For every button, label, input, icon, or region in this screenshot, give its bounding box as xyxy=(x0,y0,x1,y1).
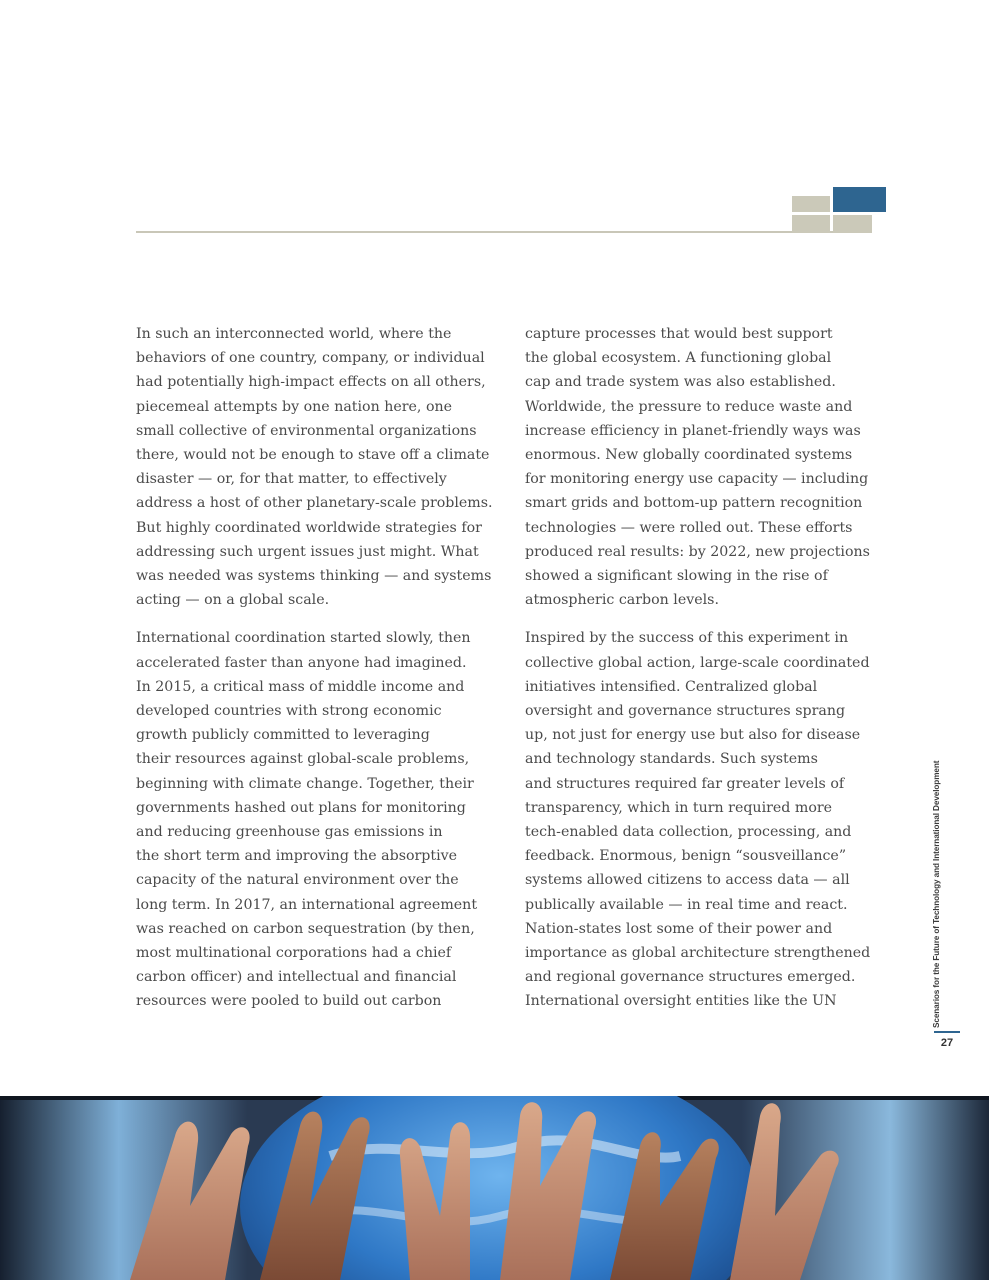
header-block-tan xyxy=(792,196,830,212)
header-rule xyxy=(136,231,872,233)
header-block-tan xyxy=(833,215,872,233)
body-paragraph: capture processes that would best support the global ecosystem. A functioning global cap and trade system was also established. Worldwide, the pressure to reduce waste and increase efficiency in planet-friendly ways was enormous. New globally coordinated systems for monitoring energy use capacity — including smart grids and bottom-up pattern recognition technologies — were rolled out. These efforts produced real results: by 2022, new projections showed a significant slowing in the rise of atmospheric carbon levels. xyxy=(525,326,870,609)
header-block-tan xyxy=(792,215,830,233)
body-paragraph: In such an interconnected world, where the behaviors of one country, company, or individual had potentially high-impact effects on all others, piecemeal attempts by one nation here, one small collective of environmental organizations there, would not be enough to stave off a climate disaster — or, for that matter, to effectively address a host of other planetary-scale problems. But highly coordinated worldwide strategies for addressing such urgent issues just might. What was needed was systems thinking — and systems acting — on a global scale. xyxy=(136,326,493,609)
right-column xyxy=(525,322,885,1028)
hands-on-globe-photo xyxy=(0,1096,989,1280)
body-paragraph: International coordination started slowly, then accelerated faster than anyone had imagined. In 2015, a critical mass of middle income and developed countries with strong economic growth publicly committed to leveraging their resources against global-scale problems, beginning with climate change. Together, their governments hashed out plans for monitoring and reducing greenhouse gas emissions in the short term and improving the absorptive capacity of the natural environment over the long term. In 2017, an international agreement was reached on carbon sequestration (by then, most multinational corporations had a chief carbon officer) and intellectual and financial resources were pooled to build out carbon xyxy=(136,630,478,1010)
page-number: 27 xyxy=(934,1031,960,1051)
body-paragraph: Inspired by the success of this experiment in collective global action, large-scale coordinated initiatives intensified. Centralized global oversight and governance structures sprang up, not just for energy use but also for disease and technology standards. Such systems and structures required far greater levels of transparency, which in turn required more tech-enabled data collection, processing, and feedback. Enormous, benign “sousveillance” systems allowed citizens to access data — all publically available — in real time and react. Nation-states lost some of their power and importance as global architecture strengthened and regional governance structures emerged. International oversight entities like the UN xyxy=(525,630,871,1010)
running-title: Scenarios for the Future of Technology and International Development xyxy=(932,760,941,1028)
left-column xyxy=(136,322,496,1028)
header-block-blue xyxy=(833,187,886,212)
